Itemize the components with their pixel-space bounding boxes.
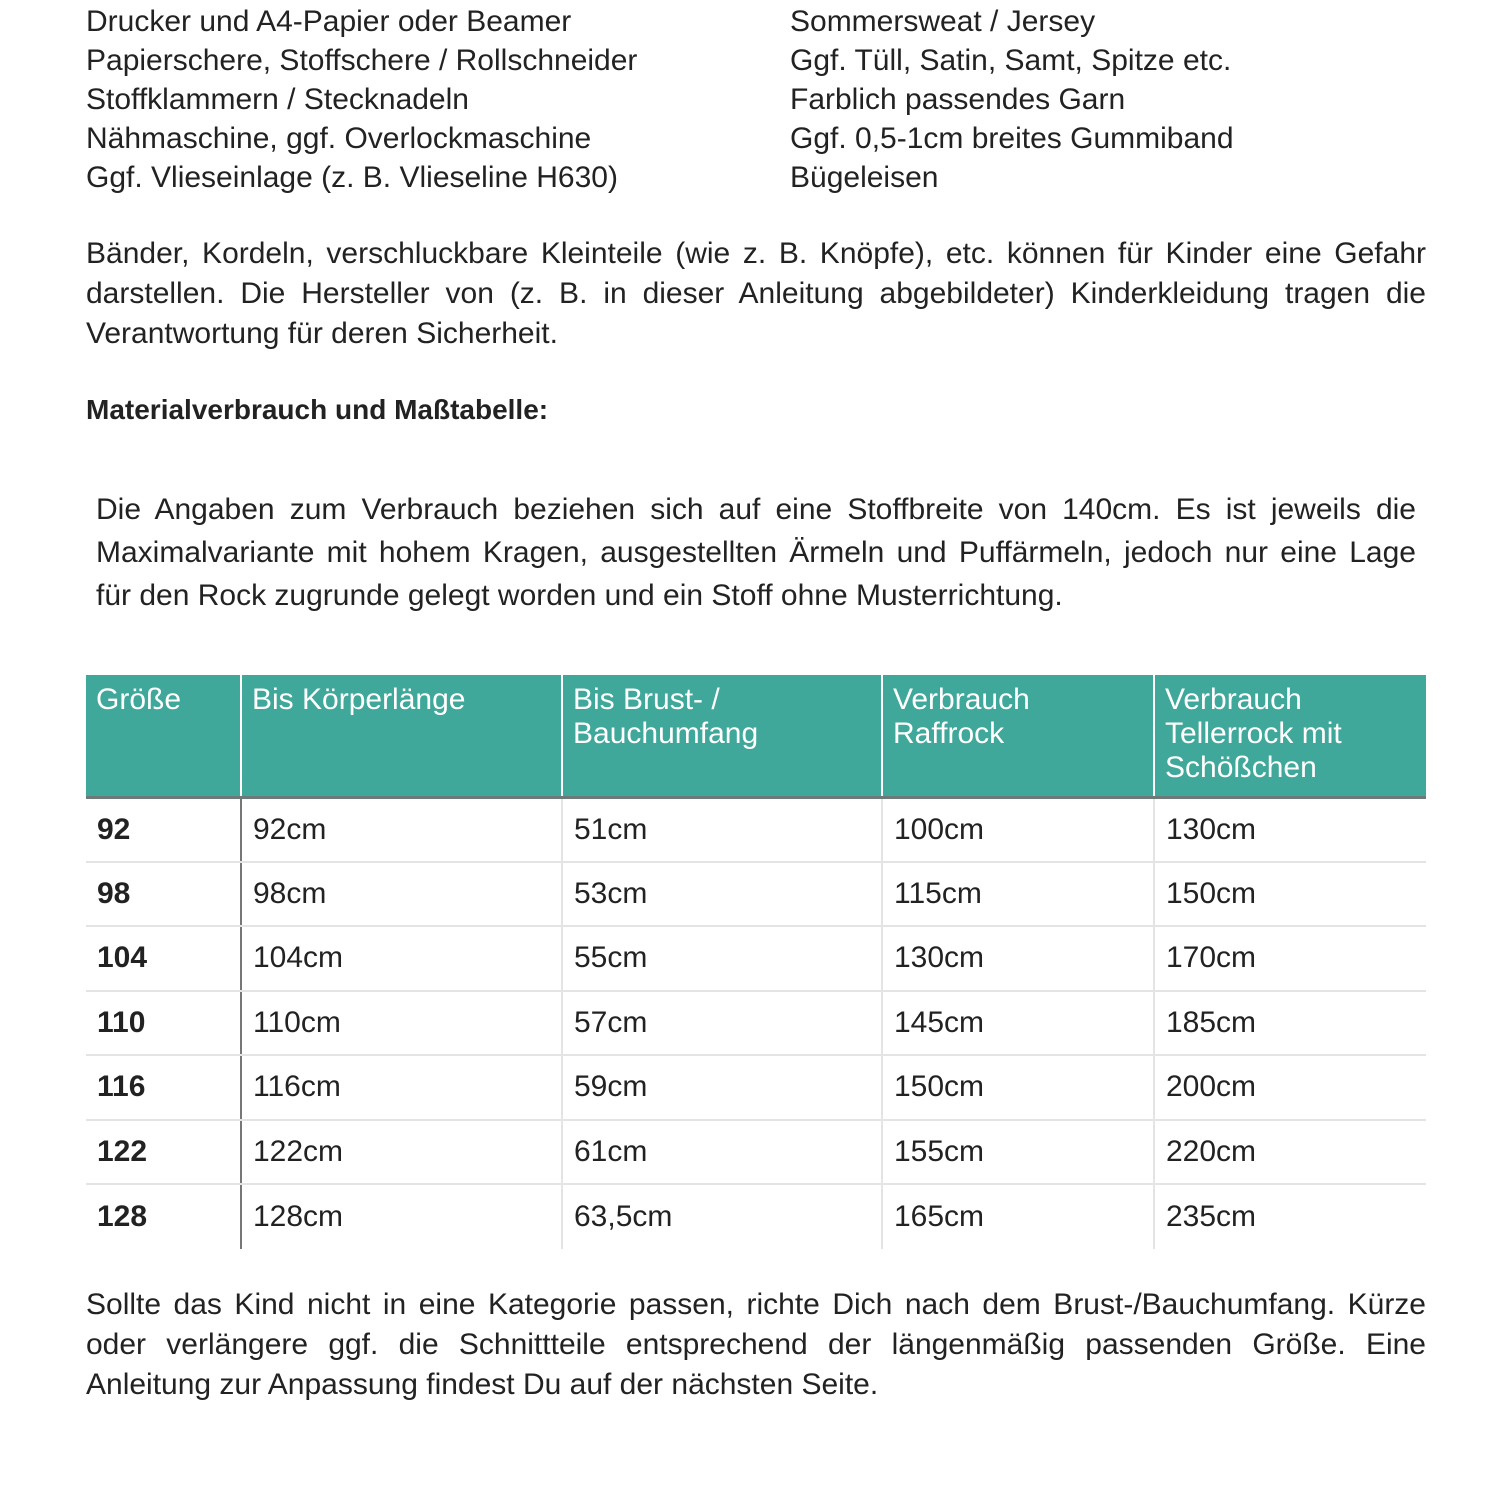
- table-cell: 98cm: [241, 862, 562, 927]
- materials-list-left: [86, 2, 790, 197]
- table-cell: 55cm: [562, 926, 882, 991]
- table-cell: 116: [86, 1055, 241, 1120]
- table-cell: 128: [97, 1199, 148, 1233]
- table-cell: 61cm: [562, 1120, 882, 1185]
- list-item: Papierschere, Stoffschere / Rollschneider: [86, 44, 638, 77]
- list-item: Ggf. Vlieseinlage (z. B. Vlieseline H630): [86, 161, 618, 194]
- table-cell: 59cm: [562, 1055, 882, 1120]
- table-cell: 110cm: [241, 991, 562, 1056]
- header-tellerrock: Verbrauch Tellerrock mit Schößchen: [1154, 675, 1426, 797]
- section-title: Materialverbrauch und Maßtabelle:: [86, 394, 549, 425]
- intro-paragraph: Die Angaben zum Verbrauch beziehen sich auf eine Stoffbreite von 140cm. Es ist jeweils die Maximalvariante mit hohem Kragen, ausgestellten Ärmeln und Puffärmeln, jedoch nur eine Lage für den Rock zugrunde gelegt worden und ein Stoff ohne Musterrichtung.: [96, 493, 1416, 612]
- header-size: Größe: [86, 675, 241, 797]
- table-cell: 235cm: [1154, 1184, 1426, 1249]
- list-item: Sommersweat / Jersey: [790, 5, 1096, 38]
- table-header-row: [86, 675, 1426, 797]
- outro-paragraph: Sollte das Kind nicht in eine Kategorie passen, richte Dich nach dem Brust-/Bauchumfang. Kürze oder verlängere ggf. die Schnittteile entsprechend der längenmäßig passenden Größe. Eine Anleitung zur Anpassung findest Du auf der nächsten Seite.: [86, 1288, 1426, 1401]
- table-cell: 145cm: [882, 991, 1154, 1056]
- table-cell: 155cm: [882, 1120, 1154, 1185]
- table-cell: 220cm: [1154, 1120, 1426, 1185]
- list-item: Ggf. 0,5-1cm breites Gummiband: [790, 122, 1234, 155]
- table-row: [86, 862, 1426, 927]
- list-item: Bügeleisen: [790, 161, 939, 194]
- list-item: Ggf. Tüll, Satin, Samt, Spitze etc.: [790, 44, 1232, 77]
- table-cell: 104cm: [241, 926, 562, 991]
- table-cell: 130cm: [1154, 797, 1426, 862]
- header-raffrock: Verbrauch Raffrock: [882, 675, 1154, 797]
- table-cell: 104: [86, 926, 241, 991]
- materials-list: [86, 2, 1426, 197]
- table-cell: 150cm: [1154, 862, 1426, 927]
- table-cell: 116cm: [241, 1055, 562, 1120]
- table-cell: 92cm: [241, 797, 562, 862]
- list-item: Farblich passendes Garn: [790, 83, 1126, 116]
- list-item: Stoffklammern / Stecknadeln: [86, 83, 469, 116]
- table-row: [86, 991, 1426, 1056]
- list-item: Nähmaschine, ggf. Overlockmaschine: [86, 122, 592, 155]
- table-cell: 122: [86, 1120, 241, 1185]
- table-cell: 200cm: [1154, 1055, 1426, 1120]
- table-cell: 122cm: [241, 1120, 562, 1185]
- list-item: Drucker und A4-Papier oder Beamer: [86, 5, 572, 38]
- table-cell: 92: [86, 797, 241, 862]
- table-row: [86, 1055, 1426, 1120]
- materials-list-right: [790, 2, 1426, 197]
- table-cell: 57cm: [562, 991, 882, 1056]
- safety-warning: Bänder, Kordeln, verschluckbare Kleinteile (wie z. B. Knöpfe), etc. können für Kinder eine Gefahr darstellen. Die Hersteller von (z. B. in dieser Anleitung abgebildeter) Kinderkleidung tragen die Verantwortung für deren Sicherheit.: [86, 237, 1426, 350]
- header-body-length: Bis Körperlänge: [241, 675, 562, 797]
- table-cell: 170cm: [1154, 926, 1426, 991]
- table-cell: 51cm: [562, 797, 882, 862]
- table-cell: 165cm: [882, 1184, 1154, 1249]
- table-cell: 98: [86, 862, 241, 927]
- table-cell: 63,5cm: [562, 1184, 882, 1249]
- table-cell: 128cm: [241, 1184, 562, 1249]
- header-chest: Bis Brust- / Bauchumfang: [562, 675, 882, 797]
- table-cell: 115cm: [882, 862, 1154, 927]
- table-row: [86, 926, 1426, 991]
- table-cell: 100cm: [882, 797, 1154, 862]
- table-row: [86, 1184, 1426, 1249]
- table-cell: 150cm: [882, 1055, 1154, 1120]
- table-cell: 130cm: [882, 926, 1154, 991]
- table-row: [86, 1120, 1426, 1185]
- table-cell: 185cm: [1154, 991, 1426, 1056]
- table-cell: 53cm: [562, 862, 882, 927]
- table-row: [86, 797, 1426, 862]
- table-cell: 110: [86, 991, 241, 1056]
- size-table: [86, 675, 1426, 1249]
